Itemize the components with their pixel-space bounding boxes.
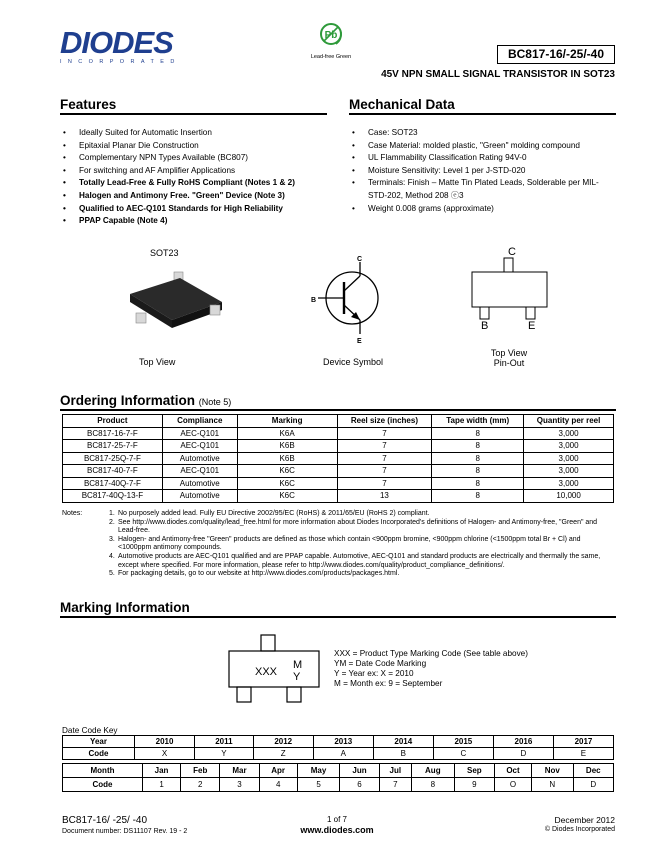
month-code-cell: D [573, 778, 613, 792]
cell-tape: 8 [432, 490, 524, 503]
col-tape-width: Tape width (mm) [432, 415, 524, 428]
year-label: Year [63, 736, 135, 748]
month-code-table [62, 763, 614, 792]
feature-item: • For switching and AF Amplifier Applications [60, 165, 327, 178]
pinout-caption [488, 348, 530, 368]
cell-compliance: AEC-Q101 [162, 465, 237, 478]
lead-free-label: Lead-free Green [310, 54, 352, 60]
year-code-table [62, 735, 614, 760]
cell-product: BC817-25Q-7-F [63, 452, 163, 465]
mechanical-item: • Moisture Sensitivity: Level 1 per J-STD-020 [349, 165, 616, 178]
symbol-base-label: B [311, 297, 317, 304]
pinout-caption-line1: Top View [490, 348, 528, 358]
cell-compliance: Automotive [162, 490, 237, 503]
month-code-cell: 9 [454, 778, 494, 792]
cell-tape: 8 [432, 477, 524, 490]
cell-tape: 8 [432, 440, 524, 453]
year-code-cell: Y [195, 748, 254, 760]
cell-qty: 3,000 [524, 427, 614, 440]
mechanical-item: • UL Flammability Classification Rating 94V-0 [349, 152, 616, 165]
chip-m: M [293, 659, 303, 671]
year-code-cell: E [553, 748, 613, 760]
chip-xxx: XXX [255, 666, 278, 678]
notes-list [109, 510, 614, 579]
cell-compliance: AEC-Q101 [162, 440, 237, 453]
pinout-b-label: B [481, 320, 489, 330]
month-code-cell: 6 [340, 778, 379, 792]
footer-part: BC817-16/ -25/ -40 [62, 815, 148, 826]
feature-item: • Halogen and Antimony Free. "Green" Device (Note 3) [60, 190, 327, 203]
cell-tape: 8 [432, 465, 524, 478]
col-product: Product [63, 415, 163, 428]
cell-product: BC817-40Q-7-F [63, 477, 163, 490]
month-code-cell: N [531, 778, 573, 792]
cell-qty: 3,000 [524, 477, 614, 490]
pinout-diagram [468, 244, 558, 330]
feature-item: • Totally Lead-Free & Fully RoHS Compliant (Notes 1 & 2) [60, 177, 327, 190]
mechanical-item: • Terminals: Finish – Matte Tin Plated Leads, Solderable per MIL-STD-202, Method 208 ⓔ3 [349, 177, 616, 202]
features-heading: Features [60, 97, 327, 115]
month-cell: Jun [340, 764, 379, 778]
sot23-package-image [118, 268, 238, 340]
mechanical-section [349, 97, 616, 215]
cell-qty: 10,000 [524, 490, 614, 503]
year-code-cell: B [373, 748, 433, 760]
legend-line: M = Month ex: 9 = September [334, 679, 443, 689]
col-quantity: Quantity per reel [524, 415, 614, 428]
features-list [60, 127, 327, 228]
month-row [63, 764, 614, 778]
pinout-c-label: C [508, 246, 516, 258]
code-label: Code [63, 748, 135, 760]
lead-free-icon [316, 22, 346, 48]
note-text: No purposely added lead. Fully EU Directive 2002/95/EC (RoHS) & 2011/65/EU (RoHS 2) compliant. [118, 510, 430, 517]
mechanical-item: • Case Material: molded plastic, "Green" molding compound [349, 140, 616, 153]
ordering-section [60, 393, 616, 411]
diodes-logo [60, 25, 190, 68]
year-code-cell: X [135, 748, 195, 760]
feature-item: • Complementary NPN Types Available (BC807) [60, 152, 327, 165]
ordering-header-row [63, 415, 614, 428]
notes-label: Notes: [62, 510, 83, 517]
cell-reel: 7 [337, 465, 432, 478]
table-row [63, 477, 614, 490]
marking-section [60, 600, 616, 618]
legend-line: Y = Year ex: X = 2010 [334, 669, 414, 679]
year-code-cell: C [433, 748, 493, 760]
feature-item: • Qualified to AEC-Q101 Standards for High Reliability [60, 203, 327, 216]
symbol-collector-label: C [357, 256, 363, 263]
note-item [109, 570, 614, 579]
year-cell: 2010 [135, 736, 195, 748]
col-marking: Marking [237, 415, 337, 428]
footer-page: 1 of 7 [326, 815, 347, 824]
device-symbol-caption: Device Symbol [323, 357, 384, 367]
year-code-cell: A [313, 748, 373, 760]
table-row [63, 490, 614, 503]
note-number: 3. [109, 535, 115, 543]
ordering-table [62, 414, 614, 503]
code-label: Code [63, 778, 143, 792]
year-code-cell: D [493, 748, 553, 760]
legend-line: XXX = Product Type Marking Code (See table above) [334, 649, 528, 658]
note-item [109, 536, 614, 553]
lead-free-badge [303, 22, 359, 60]
footer-date: December 2012 [554, 815, 615, 825]
month-cell: Aug [411, 764, 454, 778]
document-subtitle: 45V NPN SMALL SIGNAL TRANSISTOR IN SOT23 [381, 69, 615, 80]
month-cell: Dec [573, 764, 613, 778]
month-code-cell: 7 [379, 778, 411, 792]
month-label: Month [63, 764, 143, 778]
cell-compliance: Automotive [162, 452, 237, 465]
month-cell: Jul [379, 764, 411, 778]
logo-subtext: INCORPORATED [60, 59, 181, 65]
table-row [63, 427, 614, 440]
pinout-caption-line2: Pin-Out [493, 358, 525, 368]
month-code-cell: 8 [411, 778, 454, 792]
features-section [60, 97, 327, 228]
mechanical-heading: Mechanical Data [349, 97, 616, 115]
cell-reel: 7 [337, 477, 432, 490]
cell-qty: 3,000 [524, 465, 614, 478]
cell-product: BC817-16-7-F [63, 427, 163, 440]
mechanical-item: • Weight 0.008 grams (approximate) [349, 203, 616, 216]
month-cell: Apr [259, 764, 297, 778]
table-row [63, 465, 614, 478]
note-item [109, 519, 614, 536]
mechanical-item: • Case: SOT23 [349, 127, 616, 140]
year-cell: 2014 [373, 736, 433, 748]
cell-compliance: Automotive [162, 477, 237, 490]
feature-item: • PPAP Capable (Note 4) [60, 215, 327, 228]
footer-doc-number: Document number: DS11107 Rev. 19 - 2 [62, 828, 188, 835]
transistor-symbol [308, 250, 388, 345]
year-cell: 2017 [553, 736, 613, 748]
note-number: 4. [109, 552, 115, 560]
month-cell: Jan [143, 764, 181, 778]
legend-line: YM = Date Code Marking [334, 659, 427, 669]
month-cell: Mar [220, 764, 259, 778]
feature-item: • Epitaxial Planar Die Construction [60, 140, 327, 153]
cell-marking: K6C [237, 490, 337, 503]
package-label: SOT23 [150, 248, 179, 258]
chip-y: Y [293, 671, 301, 683]
cell-product: BC817-40-7-F [63, 465, 163, 478]
pb-symbol: Pb [324, 30, 338, 41]
cell-compliance: AEC-Q101 [162, 427, 237, 440]
year-cell: 2016 [493, 736, 553, 748]
marking-heading: Marking Information [60, 600, 616, 618]
month-code-cell: 4 [259, 778, 297, 792]
footer-copyright: © Diodes Incorporated [544, 826, 615, 833]
cell-marking: K6B [237, 440, 337, 453]
col-compliance: Compliance [162, 415, 237, 428]
date-code-title: Date Code Key [62, 726, 118, 735]
year-cell: 2012 [253, 736, 313, 748]
cell-marking: K6C [237, 465, 337, 478]
part-number-box: BC817-16/-25/-40 [497, 45, 615, 64]
month-code-cell: 3 [220, 778, 259, 792]
year-cell: 2013 [313, 736, 373, 748]
footer-website[interactable]: www.diodes.com [300, 825, 374, 835]
year-row [63, 736, 614, 748]
ordering-note: (Note 5) [198, 397, 232, 407]
note-number: 5. [109, 570, 115, 578]
month-code-cell: 1 [143, 778, 181, 792]
month-code-cell: 2 [181, 778, 220, 792]
year-cell: 2015 [433, 736, 493, 748]
marking-diagram [227, 633, 323, 705]
ordering-heading [60, 393, 616, 411]
symbol-emitter-label: E [357, 338, 362, 345]
mechanical-list [349, 127, 616, 215]
cell-marking: K6A [237, 427, 337, 440]
notes-block [62, 510, 614, 579]
cell-qty: 3,000 [524, 452, 614, 465]
logo-text: DIODES [60, 25, 173, 60]
note-item [109, 553, 614, 570]
month-cell: Nov [531, 764, 573, 778]
month-cell: Feb [181, 764, 220, 778]
cell-marking: K6C [237, 477, 337, 490]
cell-qty: 3,000 [524, 440, 614, 453]
month-cell: May [297, 764, 340, 778]
cell-marking: K6B [237, 452, 337, 465]
month-cell: Oct [495, 764, 532, 778]
note-number: 2. [109, 518, 115, 526]
month-code-cell: 5 [297, 778, 340, 792]
note-text: For packaging details, go to our website at http://www.diodes.com/products/packages.html. [118, 570, 400, 578]
cell-product: BC817-25-7-F [63, 440, 163, 453]
note-number: 1. [109, 510, 115, 517]
cell-reel: 7 [337, 427, 432, 440]
cell-tape: 8 [432, 427, 524, 440]
note-item [109, 510, 614, 519]
month-code-cell: O [495, 778, 532, 792]
cell-reel: 13 [337, 490, 432, 503]
feature-item: • Ideally Suited for Automatic Insertion [60, 127, 327, 140]
note-text: Automotive products are AEC-Q101 qualified and are PPAP capable. Automotive, AEC-Q101 and standard products are electrically and thermally the same, except where specified. For more information, please refer to http://www.diodes.com/quality/product_compliance_definitions/. [118, 552, 601, 569]
cell-tape: 8 [432, 452, 524, 465]
cell-reel: 7 [337, 440, 432, 453]
table-row [63, 452, 614, 465]
marking-legend [334, 649, 528, 689]
year-cell: 2011 [195, 736, 254, 748]
cell-reel: 7 [337, 452, 432, 465]
cell-product: BC817-40Q-13-F [63, 490, 163, 503]
year-code-row [63, 748, 614, 760]
table-row [63, 440, 614, 453]
top-view-caption: Top View [139, 357, 176, 367]
pinout-e-label: E [528, 320, 536, 330]
ordering-title: Ordering Information [60, 393, 195, 408]
note-text: See http://www.diodes.com/quality/lead_free.html for more information about Diodes Incorporated's definitions of Halogen- and Antimony-free, "Green" and Lead-free. [118, 518, 598, 535]
col-reel-size: Reel size (inches) [337, 415, 432, 428]
month-cell: Sep [454, 764, 494, 778]
month-code-row [63, 778, 614, 792]
note-text: Halogen- and Antimony-free "Green" products are defined as those which contain <900ppm bromine, <900ppm chlorine (<1500ppm total Br + Cl) and <1000ppm antimony compounds. [118, 535, 581, 552]
year-code-cell: Z [253, 748, 313, 760]
